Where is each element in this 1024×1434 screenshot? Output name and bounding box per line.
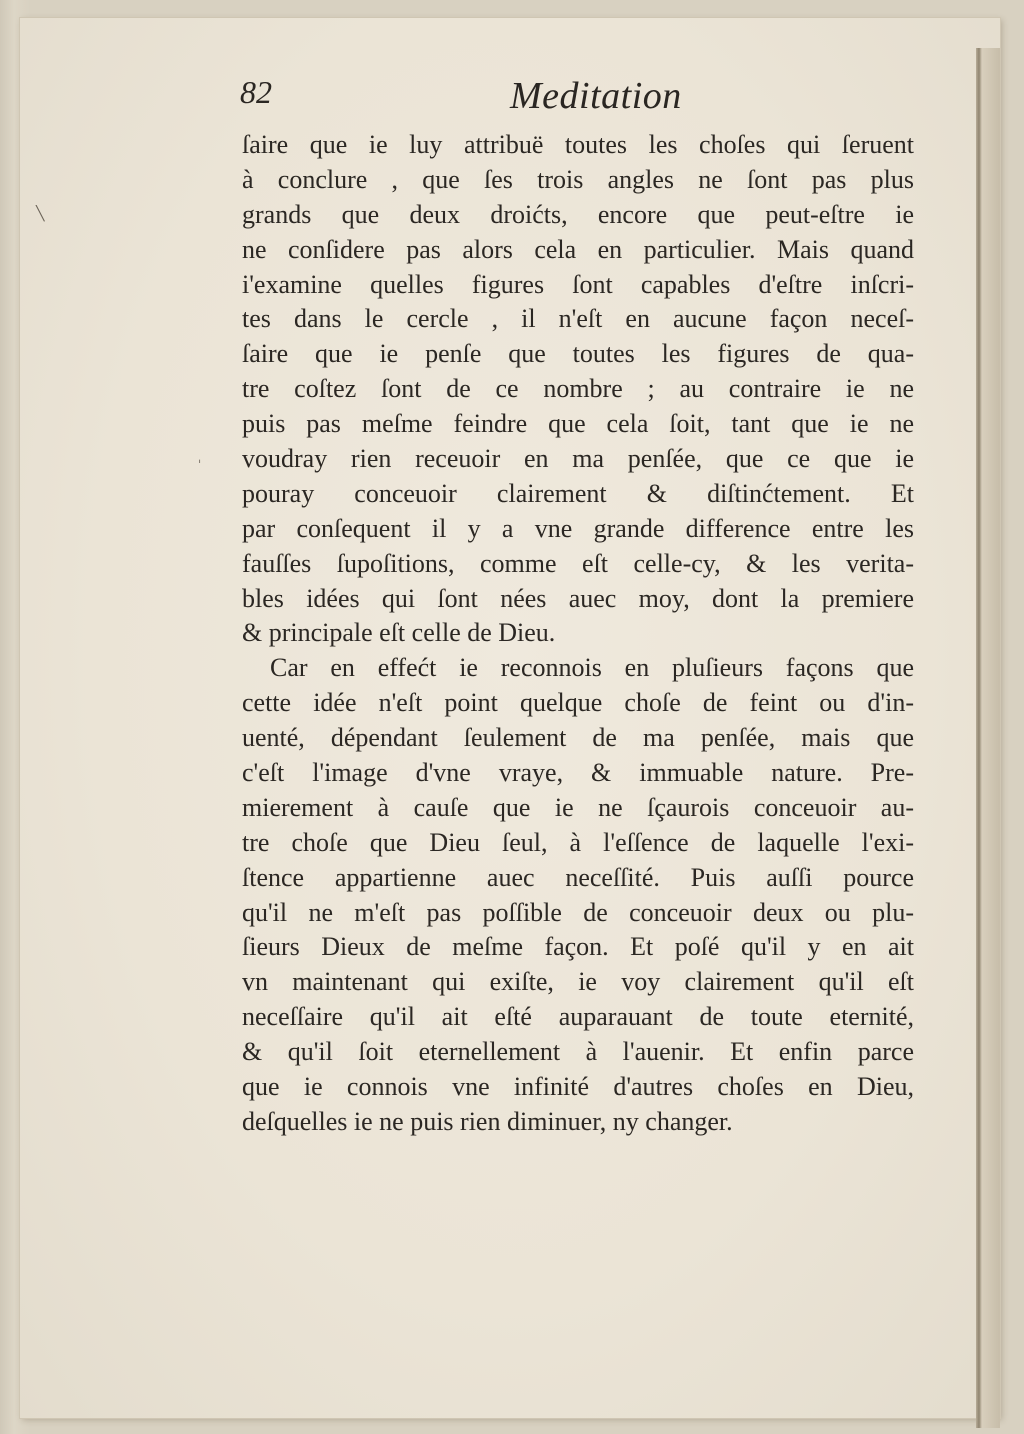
text-line: c'eſt l'image d'vne vraye, & immuable nature. Pre- [242, 758, 914, 788]
text-line: ſaire que ie luy attribuë toutes les choſes qui ſeruent [242, 130, 914, 159]
text-line: qu'il ne m'eſt pas poſſible de conceuoir deux ou plu- [242, 897, 914, 927]
text-line: & principale eſt celle de Dieu. [242, 618, 556, 648]
text-line: tre choſe que Dieu ſeul, à l'eſſence de laquelle l'exi- [242, 827, 914, 857]
page-edge [976, 48, 1000, 1428]
running-title: Meditation [510, 75, 682, 117]
text-line: cette idée n'eſt point quelque choſe de feint ou d'in- [242, 688, 914, 718]
text-line: puis pas meſme feindre que cela ſoit, tant que ie ne [242, 409, 914, 439]
text-line: bles idées qui ſont nées auec moy, dont la premiere [242, 583, 914, 613]
text-line: que ie connois vne infinité d'autres choſes en Dieu, [242, 1072, 914, 1102]
text-line: fauſſes ſupoſitions, comme eſt celle-cy, & les verita- [242, 548, 914, 578]
text-line: neceſſaire qu'il ait eſté auparauant de toute eternité, [242, 1002, 914, 1032]
text-line: pouray conceuoir clairement & diſtinćtement. Et [242, 478, 914, 508]
text-line: voudray rien receuoir en ma penſée, que ce que ie [242, 444, 914, 474]
text-line: par conſequent il y a vne grande difference entre les [242, 513, 914, 543]
text-line: & qu'il ſoit eternellement à l'auenir. Et enfin parce [242, 1037, 914, 1067]
text-line: Car en effećt ie reconnois en pluſieurs façons que [270, 653, 914, 683]
text-line: tes dans le cercle , il n'eſt en aucune façon neceſ- [242, 304, 914, 334]
text-line: ſieurs Dieux de meſme façon. Et poſé qu'il y en ait [242, 932, 914, 962]
text-line: tre coſtez ſont de ce nombre ; au contraire ie ne [242, 374, 914, 404]
page-number: 82 [240, 74, 272, 110]
text-line: i'examine quelles figures ſont capables d'eſtre inſcri- [242, 269, 914, 299]
body-text [242, 128, 914, 1140]
text-line: ne conſidere pas alors cela en particulier. Mais quand [242, 234, 914, 264]
margin-speck: ╲ [36, 206, 45, 222]
margin-speck: ˈ [198, 458, 202, 472]
text-line: ſaire que ie penſe que toutes les figures de qua- [242, 339, 914, 369]
text-line: ſtence appartienne auec neceſſité. Puis auſſi pource [242, 862, 914, 892]
text-line: vn maintenant qui exiſte, ie voy clairement qu'il eſt [242, 967, 914, 997]
running-head [240, 74, 920, 118]
text-line: uenté, dépendant ſeulement de ma penſée, mais que [242, 723, 914, 753]
text-line: mierement à cauſe que ie ne ſçaurois conceuoir au- [242, 792, 914, 822]
text-line: à conclure , que ſes trois angles ne ſont pas plus [242, 164, 914, 194]
text-line: grands que deux droićts, encore que peut-eſtre ie [242, 199, 914, 229]
text-line: deſquelles ie ne puis rien diminuer, ny changer. [242, 1106, 733, 1136]
